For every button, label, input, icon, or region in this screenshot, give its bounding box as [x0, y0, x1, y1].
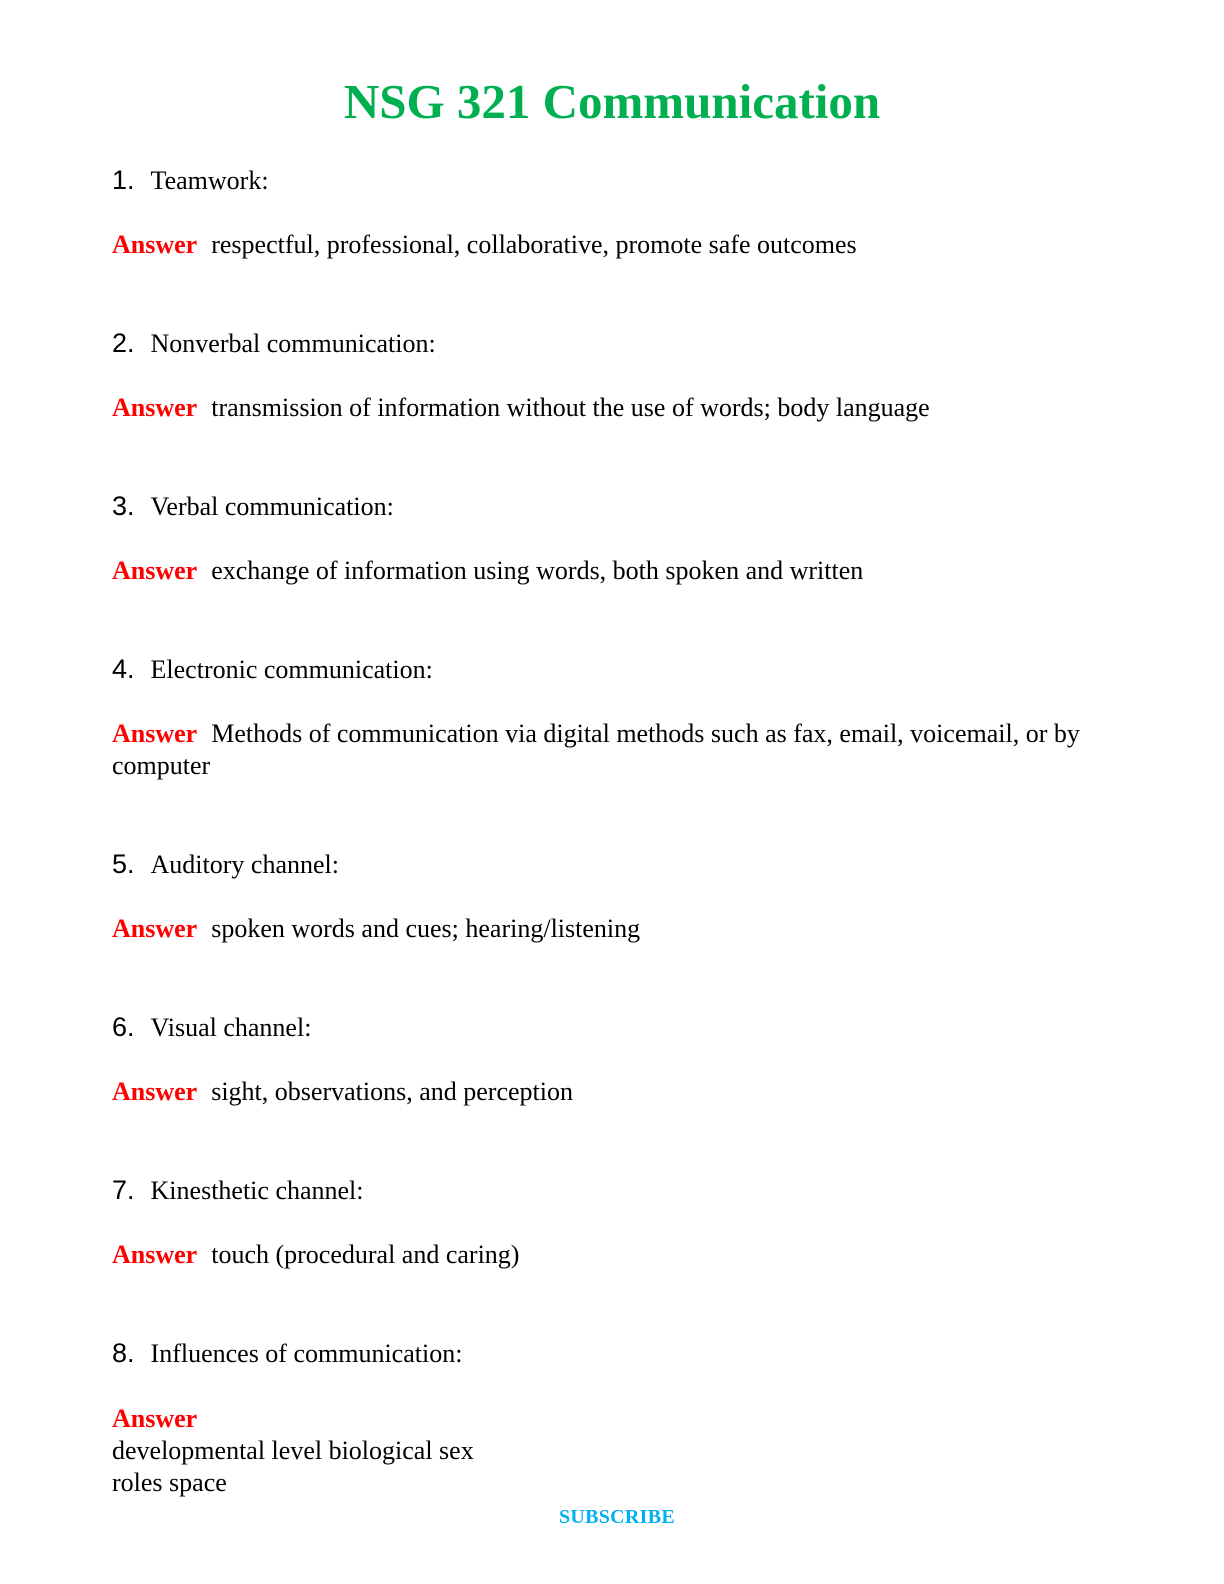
answer-2	[112, 392, 1112, 424]
answer-line: developmental level biological sex	[112, 1436, 474, 1465]
question-number: 3.	[112, 491, 135, 521]
subscribe-link[interactable]: SUBSCRIBE	[558, 1506, 676, 1528]
question-7	[112, 1174, 364, 1207]
question-prompt: Kinesthetic channel:	[150, 1176, 364, 1205]
question-5	[112, 848, 339, 881]
answer-text: spoken words and cues; hearing/listening	[211, 914, 641, 943]
answer-text: respectful, professional, collaborative, promote safe outcomes	[211, 230, 857, 259]
question-prompt: Nonverbal communication:	[150, 329, 436, 358]
question-number: 6.	[112, 1012, 135, 1042]
document-title: NSG 321 Communication	[343, 74, 881, 129]
question-prompt: Visual channel:	[150, 1013, 312, 1042]
answer-5	[112, 913, 1112, 945]
question-number: 7.	[112, 1175, 135, 1205]
answer-label: Answer	[112, 1240, 198, 1269]
answer-text: Methods of communication via digital methods such as fax, email, voicemail, or by computer	[112, 719, 1080, 780]
question-number: 2.	[112, 328, 135, 358]
question-prompt: Influences of communication:	[150, 1339, 463, 1368]
answer-text: sight, observations, and perception	[211, 1077, 573, 1106]
question-8	[112, 1337, 462, 1370]
answer-label: Answer	[112, 914, 198, 943]
answer-7	[112, 1239, 1112, 1271]
answer-4	[112, 718, 1112, 782]
answer-line: roles space	[112, 1468, 227, 1497]
answer-label: Answer	[112, 230, 198, 259]
question-number: 4.	[112, 654, 135, 684]
question-prompt: Auditory channel:	[150, 850, 339, 879]
answer-1	[112, 229, 1112, 261]
answer-label: Answer	[112, 393, 198, 422]
question-prompt: Teamwork:	[150, 166, 269, 195]
answer-text: transmission of information without the use of words; body language	[211, 393, 930, 422]
question-number: 1.	[112, 165, 135, 195]
question-6	[112, 1011, 311, 1044]
question-prompt: Electronic communication:	[150, 655, 433, 684]
answer-text: touch (procedural and caring)	[211, 1240, 520, 1269]
answer-label: Answer	[112, 719, 198, 748]
question-number: 8.	[112, 1338, 135, 1368]
question-1	[112, 164, 269, 197]
answer-label: Answer	[112, 556, 198, 585]
question-prompt: Verbal communication:	[150, 492, 394, 521]
question-4	[112, 653, 433, 686]
answer-label: Answer	[112, 1077, 198, 1106]
question-2	[112, 327, 436, 360]
answer-text: exchange of information using words, both spoken and written	[211, 556, 864, 585]
question-number: 5.	[112, 849, 135, 879]
question-3	[112, 490, 394, 523]
answer-label: Answer	[112, 1404, 198, 1433]
answer-6	[112, 1076, 1112, 1108]
answer-3	[112, 555, 1112, 587]
answer-8	[112, 1403, 1112, 1499]
